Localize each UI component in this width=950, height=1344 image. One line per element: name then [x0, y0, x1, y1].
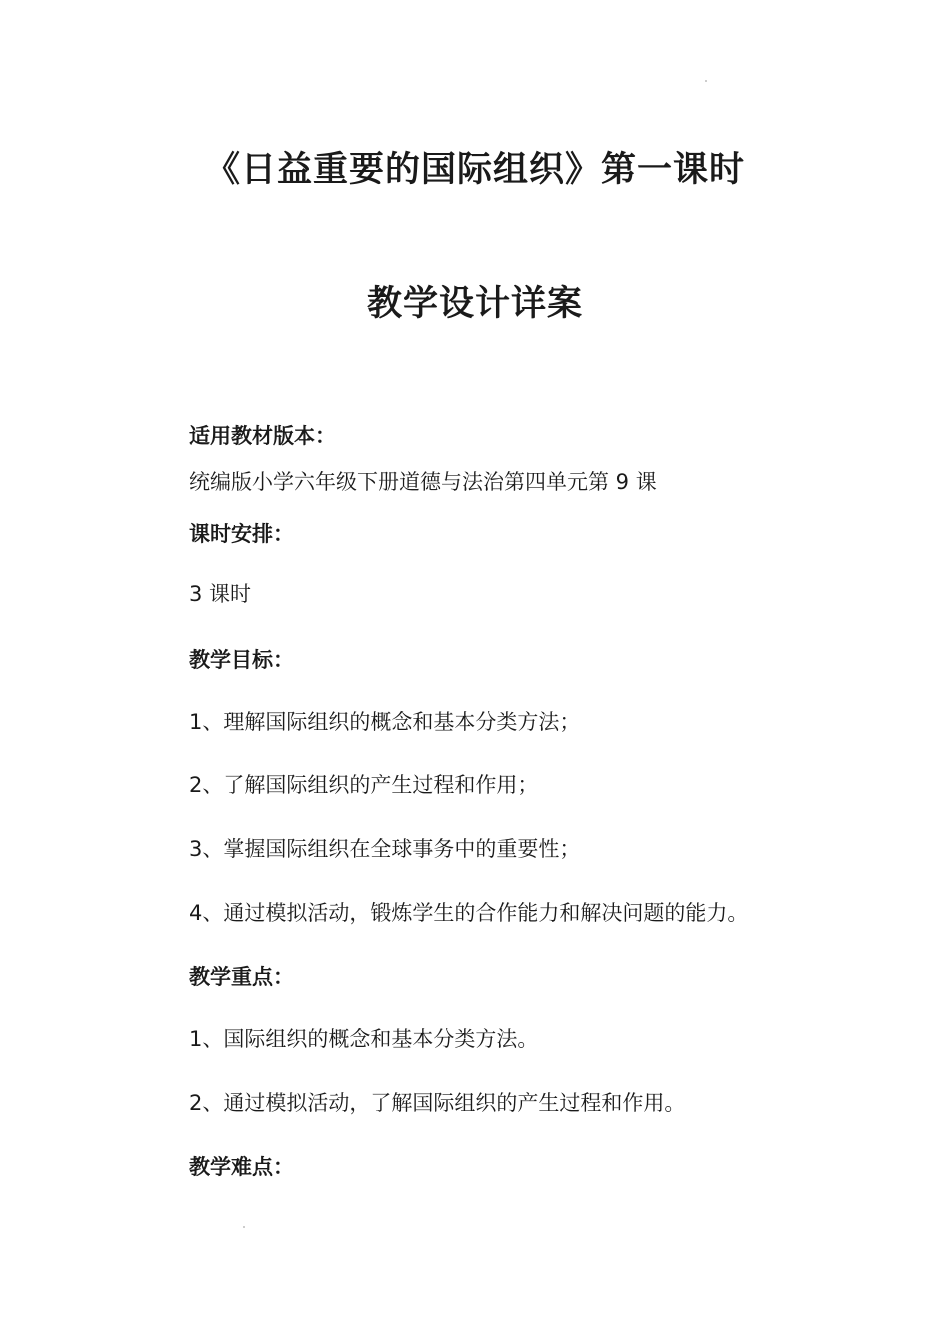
- schedule-heading: 课时安排：: [189, 522, 294, 546]
- difficulties-heading: 教学难点：: [189, 1155, 294, 1179]
- textbook-heading: 适用教材版本：: [189, 424, 336, 448]
- document-title-line-2: 教学设计详案: [366, 284, 583, 324]
- objective-item-3: 3、掌握国际组织在全球事务中的重要性；: [189, 837, 581, 861]
- scan-speck: [705, 80, 707, 82]
- textbook-content: 统编版小学六年级下册道德与法治第四单元第 9 课: [189, 470, 657, 494]
- schedule-content: 3 课时: [189, 582, 252, 606]
- key-points-heading: 教学重点：: [189, 965, 294, 989]
- key-point-item-1: 1、国际组织的概念和基本分类方法。: [189, 1027, 539, 1051]
- scan-speck: [243, 1226, 245, 1228]
- objective-item-2: 2、了解国际组织的产生过程和作用；: [189, 773, 539, 797]
- objective-item-1: 1、理解国际组织的概念和基本分类方法；: [189, 710, 581, 734]
- objectives-heading: 教学目标：: [189, 648, 294, 672]
- key-point-item-2: 2、通过模拟活动，了解国际组织的产生过程和作用。: [189, 1091, 686, 1115]
- objective-item-4: 4、通过模拟活动，锻炼学生的合作能力和解决问题的能力。: [189, 901, 749, 925]
- document-title-line-1: 《日益重要的国际组织》第一课时: [204, 150, 745, 190]
